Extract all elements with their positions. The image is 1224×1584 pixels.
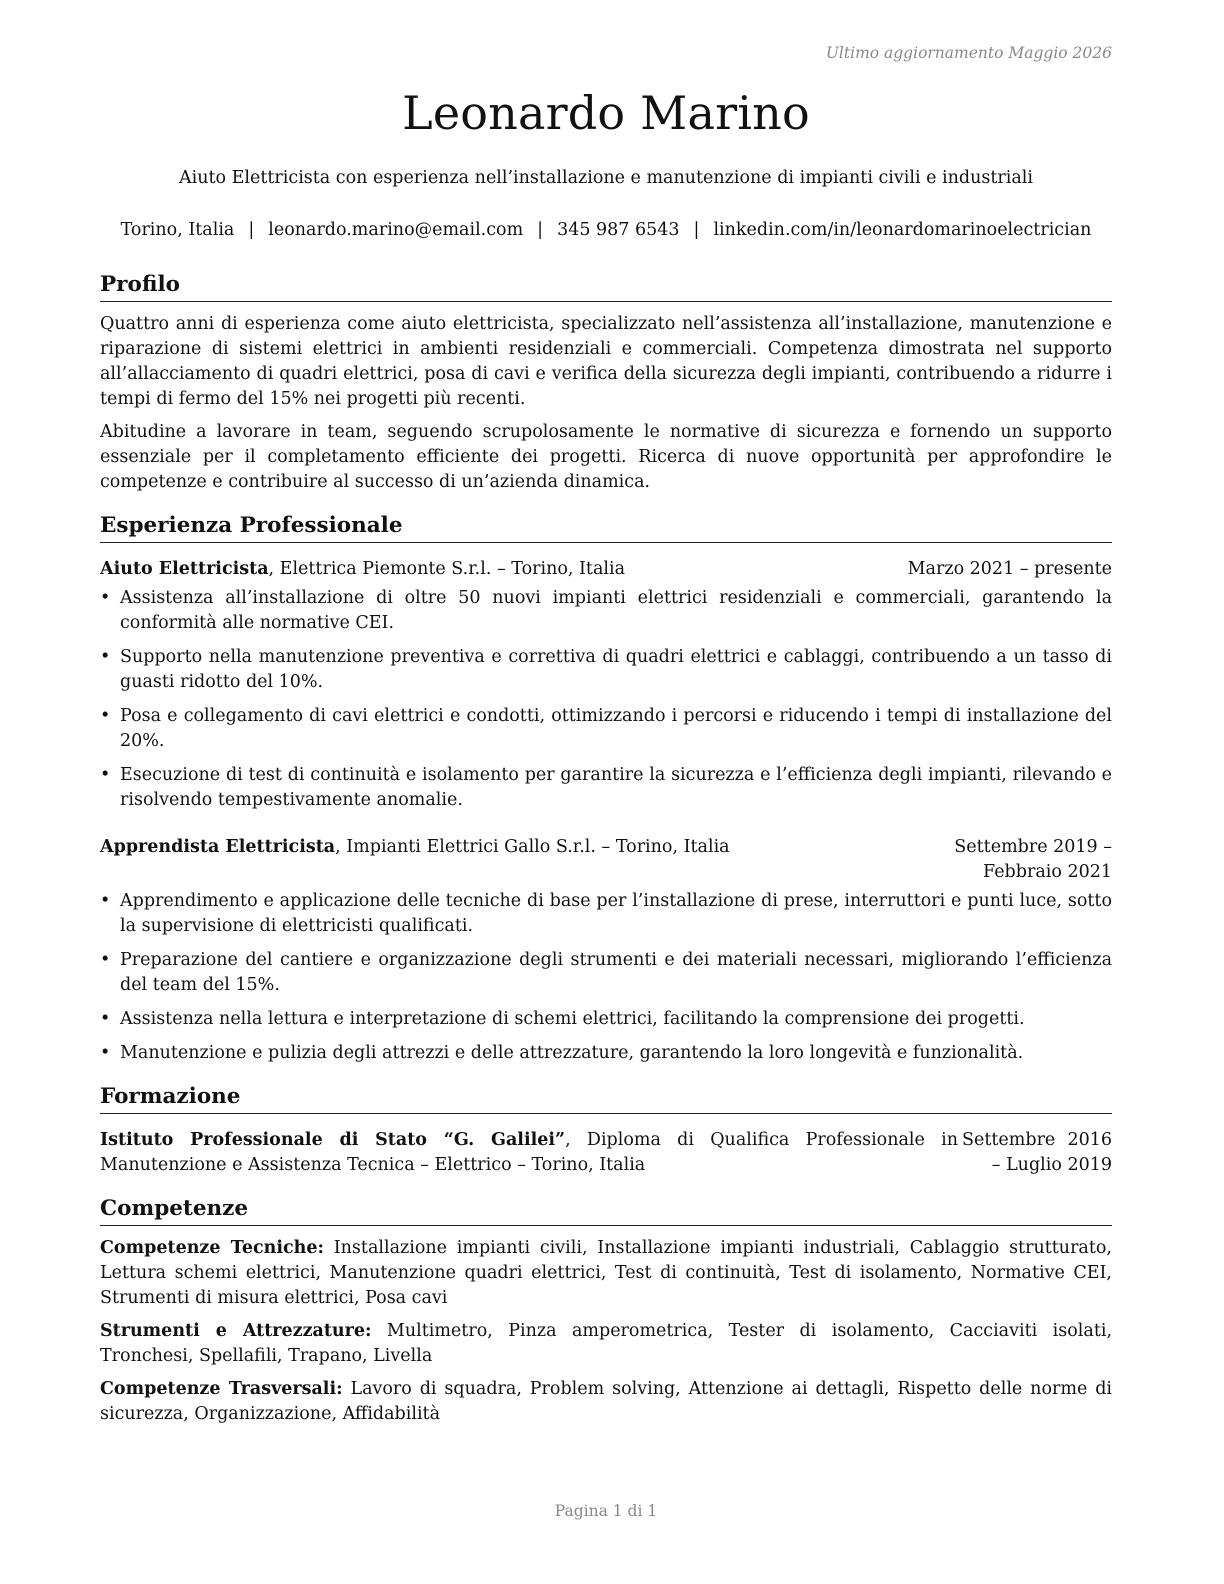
profile-paragraph: Abitudine a lavorare in team, seguendo scrupolosamente le normative di sicurezza e fornendo un supporto essenziale per il completamento efficiente dei progetti. Ricerca di nuove opportunità per approfondire le competenze e contribuire al successo di un’azienda dinamica.: [100, 422, 1112, 492]
bullet-icon: •: [100, 1009, 111, 1029]
job-header: [100, 835, 1112, 885]
job-bullets: [100, 889, 1112, 1066]
contact-email[interactable]: leonardo.marino@email.com: [268, 220, 524, 240]
job-dates: Marzo 2021 – presente: [907, 559, 1112, 579]
education-dates: Settembre 2016 – Luglio 2019: [962, 1130, 1112, 1175]
skill-group: [100, 1319, 1112, 1369]
bullet-icon: •: [100, 765, 111, 785]
bullet-text: Supporto nella manutenzione preventiva e correttiva di quadri elettrici e cablaggi, contribuendo a un tasso di guasti ridotto del 10%.: [120, 647, 1112, 692]
bullet-text: Assistenza all’installazione di oltre 50 nuovi impianti elettrici residenziali e commerciali, garantendo la conformità alle normative CEI.: [120, 588, 1112, 633]
skill-group-label: Competenze Tecniche:: [100, 1238, 324, 1258]
contact-phone: 345 987 6543: [557, 220, 680, 240]
bullet-icon: •: [100, 1043, 111, 1063]
skill-group-label: Competenze Trasversali:: [100, 1379, 343, 1399]
contact-separator: |: [693, 220, 700, 240]
page-number: Pagina 1 di 1: [554, 1502, 658, 1520]
section-title-profile: Profilo: [100, 270, 1112, 302]
last-updated: Ultimo aggiornamento Maggio 2026: [825, 44, 1112, 62]
skill-group-text: Lavoro di squadra, Problem solving, Attenzione ai dettagli, Rispetto delle norme di sicurezza, Organizzazione, Affidabilità: [100, 1379, 1112, 1424]
profile-section: [100, 270, 1112, 495]
bullet-text: Assistenza nella lettura e interpretazione di schemi elettrici, facilitando la comprensione dei progetti.: [120, 1009, 1025, 1029]
education-school: Istituto Professionale di Stato “G. Galilei”: [100, 1130, 566, 1150]
list-item: [100, 586, 1112, 636]
skill-group-text: Installazione impianti civili, Installazione impianti industriali, Cablaggio strutturato, Lettura schemi elettrici, Manutenzione quadri elettrici, Test di continuità, Test di isolamento, Normative CEI, Strumenti di misura elettrici, Posa cavi: [100, 1238, 1112, 1308]
experience-section: [100, 511, 1112, 1066]
contact-line: [70, 220, 1142, 240]
list-item: [100, 1041, 1112, 1066]
bullet-text: Apprendimento e applicazione delle tecniche di base per l’installazione di prese, interruttori e punti luce, sotto la supervisione di elettricisti qualificati.: [120, 891, 1112, 936]
resume-content: [100, 270, 1112, 1443]
profile-paragraph: Quattro anni di esperienza come aiuto elettricista, specializzato nell’assistenza all’installazione, manutenzione e riparazione di sistemi elettrici in ambienti residenziali e commerciali. Competenza dimostrata nel supporto all’allacciamento di quadri elettrici, posa di cavi e verifica della sicurezza degli impianti, contribuendo a ridurre i tempi di fermo del 15% nei progetti più recenti.: [100, 314, 1112, 409]
list-item: [100, 763, 1112, 813]
contact-linkedin[interactable]: linkedin.com/in/leonardomarinoelectrician: [713, 220, 1092, 240]
list-item: [100, 645, 1112, 695]
section-title-skills: Competenze: [100, 1194, 1112, 1226]
education-title-line: [100, 1128, 962, 1178]
bullet-text: Preparazione del cantiere e organizzazione degli strumenti e dei materiali necessari, migliorando l’efficienza del team del 15%.: [120, 950, 1112, 995]
education-section: [100, 1082, 1112, 1178]
contact-location: Torino, Italia: [120, 220, 235, 240]
job-header: [100, 557, 1112, 582]
bullet-icon: •: [100, 706, 111, 726]
skill-group-label: Strumenti e Attrezzature:: [100, 1321, 372, 1341]
job-title-line: [100, 557, 908, 582]
bullet-icon: •: [100, 647, 111, 667]
education-entry: [100, 1128, 1112, 1178]
skill-group: [100, 1236, 1112, 1311]
list-item: [100, 889, 1112, 939]
bullet-icon: •: [100, 588, 111, 608]
bullet-icon: •: [100, 891, 111, 911]
job-bullets: [100, 586, 1112, 813]
job-company: , Impianti Elettrici Gallo S.r.l. – Torino, Italia: [335, 837, 730, 857]
job-role: Apprendista Elettricista: [100, 837, 336, 857]
tagline: Aiuto Elettricista con esperienza nell’installazione e manutenzione di impianti civili e industriali: [179, 168, 1033, 188]
bullet-text: Esecuzione di test di continuità e isolamento per garantire la sicurezza e l’efficienza degli impianti, rilevando e risolvendo tempestivamente anomalie.: [120, 765, 1112, 810]
job-role: Aiuto Elettricista: [100, 559, 269, 579]
bullet-icon: •: [100, 950, 111, 970]
job-title-line: [100, 835, 872, 885]
job-company: , Elettrica Piemonte S.r.l. – Torino, Italia: [268, 559, 626, 579]
list-item: [100, 704, 1112, 754]
bullet-text: Posa e collegamento di cavi elettrici e condotti, ottimizzando i percorsi e riducendo i tempi di installazione del 20%.: [120, 706, 1112, 751]
list-item: [100, 1007, 1112, 1032]
bullet-text: Manutenzione e pulizia degli attrezzi e delle attrezzature, garantendo la loro longevità e funzionalità.: [120, 1043, 1024, 1063]
section-title-experience: Esperienza Professionale: [100, 511, 1112, 543]
section-title-education: Formazione: [100, 1082, 1112, 1114]
candidate-name: Leonardo Marino: [402, 86, 810, 140]
contact-separator: |: [537, 220, 544, 240]
skills-section: [100, 1194, 1112, 1427]
job-dates: Settembre 2019 – Febbraio 2021: [954, 837, 1112, 882]
list-item: [100, 948, 1112, 998]
skill-group: [100, 1377, 1112, 1427]
contact-separator: |: [248, 220, 255, 240]
education-details: , Diploma di Qualifica Professionale in Manutenzione e Assistenza Tecnica – Elettrico – Torino, Italia: [100, 1130, 958, 1175]
skill-group-text: Multimetro, Pinza amperometrica, Tester di isolamento, Cacciaviti isolati, Tronchesi, Spellafili, Trapano, Livella: [100, 1321, 1113, 1366]
